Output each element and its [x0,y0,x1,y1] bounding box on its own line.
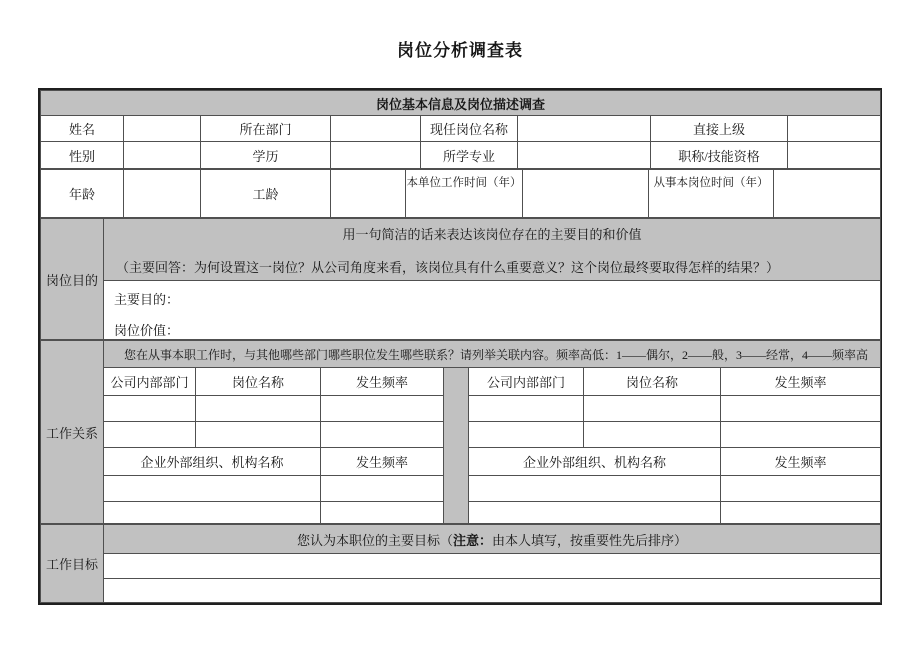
input-cell[interactable] [584,396,721,422]
field-label-position-years: 从事本岗位时间（年） [649,170,774,218]
table-row [41,368,881,396]
field-label-name: 姓名 [41,116,124,142]
input-cell[interactable] [321,502,444,524]
input-cell-name[interactable] [124,116,201,142]
col-header-internal-dept-left: 公司内部部门 [104,368,196,396]
input-cell[interactable] [469,476,721,502]
input-cell[interactable] [196,422,321,448]
input-cell-major[interactable] [518,142,651,169]
work-relations-section [40,340,881,524]
input-cell-work-years[interactable] [331,170,406,218]
goals-banner-text: 您认为本职位的主要目标（ [296,532,453,548]
page-title: 岗位分析调查表 [397,41,523,60]
table-row [41,142,881,169]
input-cell-education[interactable] [331,142,421,169]
col-header-internal-dept-right: 公司内部部门 [469,368,584,396]
field-label-company-years: 本单位工作时间（年） [406,170,523,218]
input-cell-department[interactable] [331,116,421,142]
goals-banner-note: 注意： [452,532,492,548]
input-cell-goal-1[interactable] [104,554,881,579]
input-cell[interactable] [196,396,321,422]
purpose-answer-area[interactable] [104,281,881,340]
basic-info-row3-table [40,169,881,218]
input-cell-company-years[interactable] [523,170,649,218]
input-cell[interactable] [721,502,881,524]
col-header-frequency-left: 发生频率 [321,368,444,396]
input-cell-direct-superior[interactable] [788,116,881,142]
work-goals-section [40,524,881,603]
purpose-instruction-line1: 用一句简洁的话来表达该岗位存在的主要目的和价值 [342,226,642,242]
field-label-direct-superior: 直接上级 [651,116,788,142]
section-label-purpose: 岗位目的 [41,219,104,340]
input-cell[interactable] [469,422,584,448]
goals-banner-text-2: 由本人填写，按重要性先后排序） [492,532,688,548]
col-header-frequency-right: 发生频率 [721,368,881,396]
purpose-instructions [104,219,881,281]
field-label-department: 所在部门 [201,116,331,142]
goals-banner [104,525,881,554]
field-label-education: 学历 [201,142,331,169]
survey-table [38,88,882,605]
input-cell[interactable] [104,476,321,502]
col-header-external-org-right: 企业外部组织、机构名称 [469,448,721,476]
input-cell[interactable] [321,476,444,502]
field-label-gender: 性别 [41,142,124,169]
col-header-position-left: 岗位名称 [196,368,321,396]
field-label-qualification: 职称/技能资格 [651,142,788,169]
table-row [41,170,881,218]
section-label-relations: 工作关系 [41,341,104,524]
table-header: 岗位基本信息及岗位描述调查 [41,91,881,116]
input-cell-gender[interactable] [124,142,201,169]
table-row [41,116,881,142]
input-cell[interactable] [321,422,444,448]
field-label-work-years: 工龄 [201,170,331,218]
input-cell[interactable] [721,476,881,502]
field-label-main-purpose: 主要目的： [114,292,180,307]
table-row [41,554,881,579]
input-cell-qualification[interactable] [788,142,881,169]
col-header-position-right: 岗位名称 [584,368,721,396]
input-cell[interactable] [104,502,321,524]
input-cell[interactable] [721,396,881,422]
basic-info-table [40,90,881,169]
subtable-separator [444,368,469,524]
section-label-goals: 工作目标 [41,525,104,603]
field-label-position-value: 岗位价值： [114,323,180,338]
input-cell-age[interactable] [124,170,201,218]
table-row [41,579,881,603]
input-cell[interactable] [104,396,196,422]
input-cell-goal-2[interactable] [104,579,881,603]
input-cell[interactable] [469,396,584,422]
field-label-age: 年龄 [41,170,124,218]
input-cell[interactable] [721,422,881,448]
col-header-ext-frequency-right: 发生频率 [721,448,881,476]
field-label-major: 所学专业 [421,142,518,169]
input-cell-position-years[interactable] [774,170,881,218]
position-purpose-section [40,218,881,340]
input-cell-current-position[interactable] [518,116,651,142]
col-header-ext-frequency-left: 发生频率 [321,448,444,476]
relations-instruction: 您在从事本职工作时，与其他哪些部门哪些职位发生哪些联系？请列举关联内容。频率高低：1——偶尔，2——般，3——经常，4——频率高 [104,341,881,368]
field-label-current-position: 现任岗位名称 [421,116,518,142]
input-cell[interactable] [321,396,444,422]
input-cell[interactable] [104,422,196,448]
input-cell[interactable] [584,422,721,448]
col-header-external-org-left: 企业外部组织、机构名称 [104,448,321,476]
purpose-instruction-line2: （主要回答：为何设置这一岗位？从公司角度来看，该岗位具有什么重要意义？这个岗位最终要取得怎样的结果？） [116,259,780,275]
input-cell[interactable] [469,502,721,524]
